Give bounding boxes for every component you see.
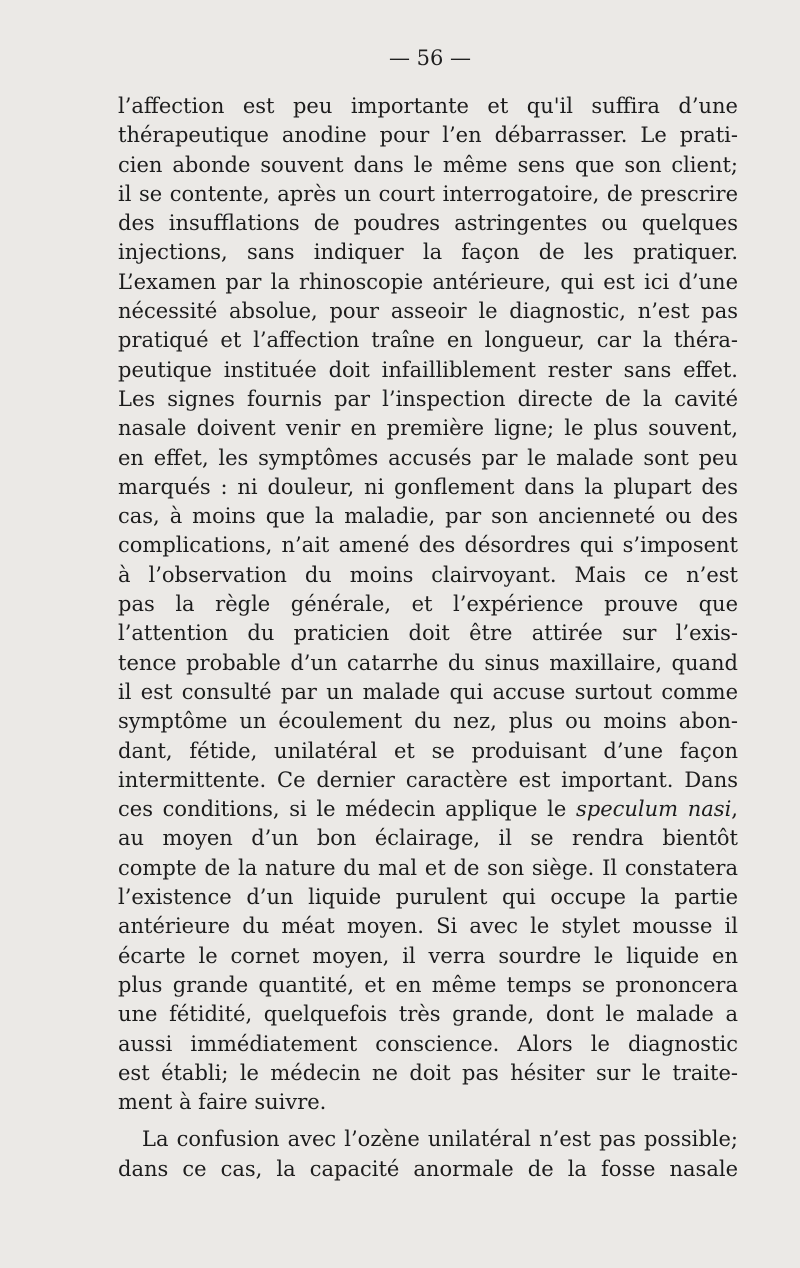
text-line: La confusion avec l’ozène unilatéral n’est pas possible; [142,1127,738,1152]
text-segment: , [731,797,738,822]
text-line: à l’observation du moins clairvoyant. Mais ce n’est [118,562,738,587]
text-line: complications, n’ait amené des désordres qui s’imposent [118,533,738,558]
text-line: l’existence d’un liquide purulent qui occupe la partie [118,885,738,910]
text-line: il se contente, après un court interrogatoire, de prescrire [118,181,738,206]
text-line: au moyen d’un bon éclairage, il se rendra bientôt [118,826,738,851]
italic-term: speculum nasi [575,797,732,822]
text-line: antérieure du méat moyen. Si avec le stylet mousse il [118,914,738,939]
text-line: symptôme un écoulement du nez, plus ou moins abon- [118,709,738,734]
text-line: en effet, les symptômes accusés par le malade sont peu [118,445,738,470]
text-line: tence probable d’un catarrhe du sinus maxillaire, quand [118,650,738,675]
text-line: l’attention du praticien doit être attirée sur l’exis- [118,621,738,646]
text-line: cien abonde souvent dans le même sens que son client; [118,152,738,177]
text-line: aussi immédiatement conscience. Alors le diagnostic [118,1031,738,1056]
text-line-with-italic [118,795,738,824]
text-line: Les signes fournis par l’inspection directe de la cavité [118,386,738,411]
text-line: injections, sans indiquer la façon de les pratiquer. [118,240,738,265]
text-line: thérapeutique anodine pour l’en débarrasser. Le prati- [118,123,738,148]
text-line: nécessité absolue, pour asseoir le diagnostic, n’est pas [118,299,738,324]
text-line: L’examen par la rhinoscopie antérieure, qui est ici d’une [118,269,738,294]
text-line: dans ce cas, la capacité anormale de la fosse nasale [118,1156,738,1181]
text-line: intermittente. Ce dernier caractère est important. Dans [118,767,738,792]
text-line: cas, à moins que la maladie, par son ancienneté ou des [118,504,738,529]
page-number: — 56 — [388,46,472,70]
body-text [118,92,738,1184]
text-line: marqués : ni douleur, ni gonflement dans la plupart des [118,474,738,499]
text-line: l’affection est peu importante et qu'il suffira d’une [118,94,738,118]
text-line: peutique instituée doit infailliblement rester sans effet. [118,357,738,382]
text-line: compte de la nature du mal et de son siège. Il constatera [118,855,738,880]
text-line: plus grande quantité, et en même temps se prononcera [118,972,738,997]
paragraph-1 [118,92,738,1117]
text-line: écarte le cornet moyen, il verra sourdre le liquide en [118,943,738,968]
text-line: dant, fétide, unilatéral et se produisant d’une façon [118,738,738,763]
text-line: des insufflations de poudres astringentes ou quelques [118,211,738,236]
text-line: il est consulté par un malade qui accuse surtout comme [118,679,738,704]
paragraph-gap [118,1117,738,1125]
text-line: pratiqué et l’affection traîne en longueur, car la théra- [118,328,738,353]
text-line: ment à faire suivre. [118,1090,327,1115]
paragraph-2 [118,1125,738,1184]
text-line: nasale doivent venir en première ligne; le plus souvent, [118,416,738,441]
text-line: une fétidité, quelquefois très grande, dont le malade a [118,1002,738,1027]
text-line: pas la règle générale, et l’expérience prouve que [118,592,738,617]
text-segment: ces conditions, si le médecin applique le [118,797,576,822]
text-line: est établi; le médecin ne doit pas hésiter sur le traite- [118,1060,738,1085]
